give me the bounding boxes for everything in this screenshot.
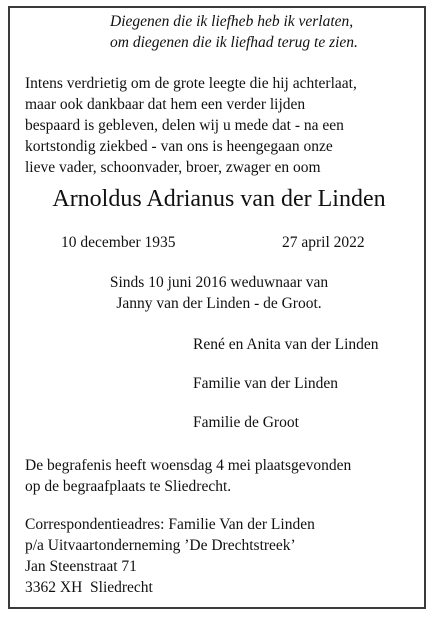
correspondence-line-1: Correspondentieadres: Familie Van der Linden	[25, 516, 315, 533]
death-date: 27 april 2022	[282, 234, 365, 251]
deceased-name: Arnoldus Adrianus van der Linden	[52, 186, 386, 212]
funeral-line-1: De begrafenis heeft woensdag 4 mei plaatsgevonden	[25, 457, 352, 474]
announcement-line-5: lieve vader, schoonvader, broer, zwager en oom	[25, 159, 321, 176]
correspondence-line-3: Jan Steenstraat 71	[25, 558, 137, 575]
birth-date: 10 december 1935	[61, 234, 176, 251]
signatory-3: Familie de Groot	[193, 414, 299, 431]
funeral-line-2: op de begraafplaats te Sliedrecht.	[25, 478, 232, 495]
motto-line-2: om diegenen die ik liefhad terug te zien.	[110, 34, 358, 51]
widower-line-1: Sinds 10 juni 2016 weduwnaar van	[109, 274, 329, 291]
motto-line-1: Diegenen die ik liefheb heb ik verlaten,	[110, 13, 354, 30]
correspondence-line-4: 3362 XH Sliedrecht	[25, 579, 153, 596]
announcement-line-1: Intens verdrietig om de grote leegte die hij achterlaat,	[25, 75, 357, 92]
announcement-line-2: maar ook dankbaar dat hem een verder lijden	[25, 96, 306, 113]
announcement-line-3: bespaard is gebleven, delen wij u mede dat - na een	[25, 117, 344, 134]
signatory-1: René en Anita van der Linden	[193, 336, 379, 353]
correspondence-line-2: p/a Uitvaartonderneming ’De Drechtstreek’	[25, 537, 296, 554]
announcement-line-4: kortstondig ziekbed - van ons is heengegaan onze	[25, 138, 333, 155]
widower-line-2: Janny van der Linden - de Groot.	[116, 295, 322, 312]
signatory-2: Familie van der Linden	[193, 375, 339, 392]
